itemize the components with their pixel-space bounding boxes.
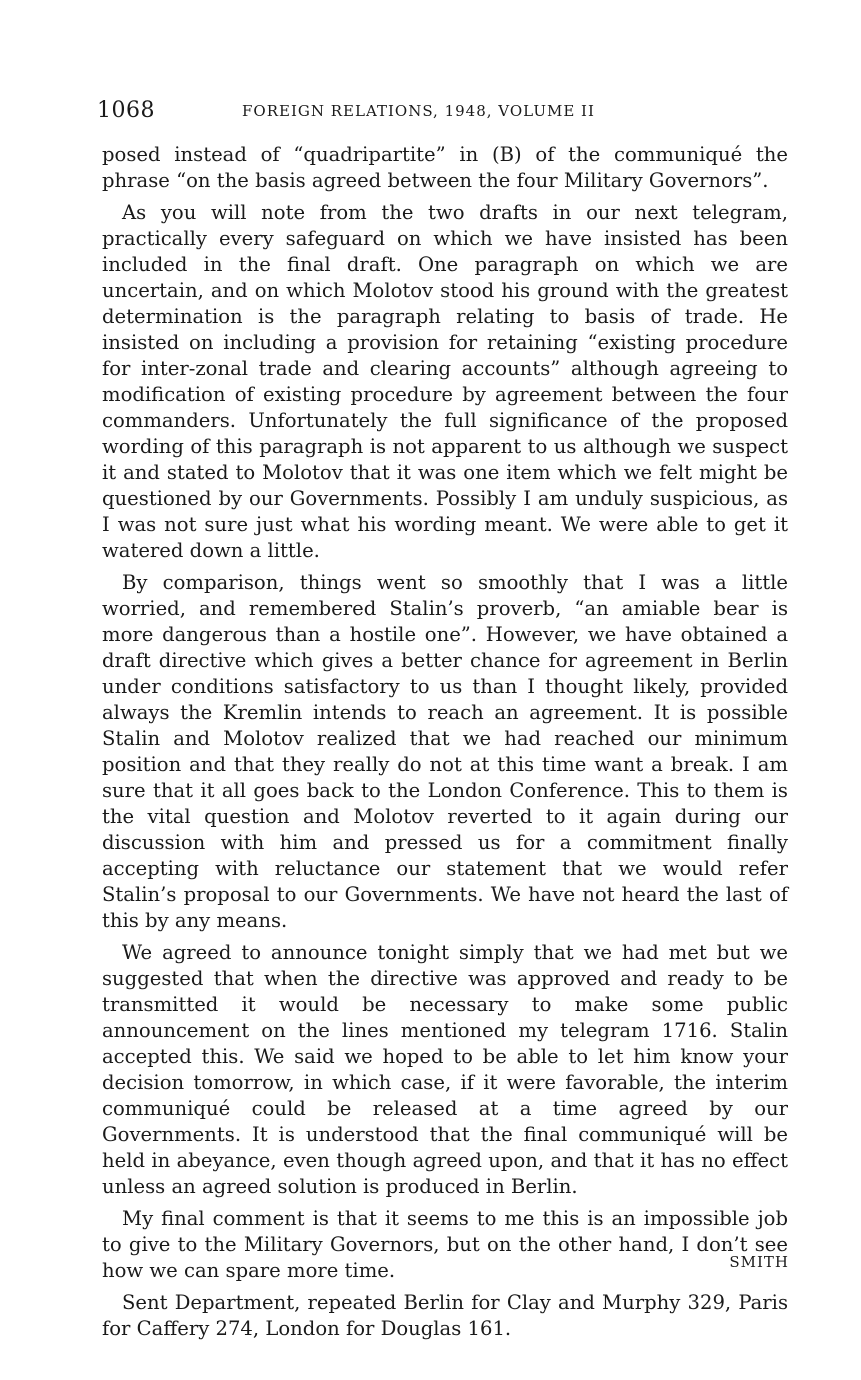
paragraph-announcement: We agreed to announce tonight simply that we had met but we suggested that when the directive was approved and ready to be transmitted it would be necessary to make some public announcement on the lines mentioned my telegram 1716. Stalin accepted this. We said we hoped to be able to let him know your decision tomorrow, in which case, if it were favorable, the interim communiqué could be released at a time agreed by our Governments. It is understood that the final communiqué will be held in abeyance, even though agreed upon, and that it has no effect unless an agreed solution is produced in Berlin. xyxy=(102,941,788,1198)
paragraph-continued: posed instead of “quadripartite” in (B) of the communiqué the phrase “on the basis agreed between the four Military Governors”. xyxy=(102,143,788,192)
paragraph-comparison: By comparison, things went so smoothly that I was a little worried, and remembered Stalin’s proverb, “an amiable bear is more dangerous than a hostile one”. However, we have obtained a draft directive which gives a better chance for agreement in Berlin under conditions satisfactory to us than I thought likely, provided always the Kremlin intends to reach an agreement. It is possible Stalin and Molotov realized that we had reached our minimum position and that they really do not at this time want a break. I am sure that it all goes back to the London Conference. This to them is the vital question and Molotov reverted to it again during our discussion with him and pressed us for a commitment finally accepting with reluctance our statement that we would refer Stalin’s proposal to our Governments. We have not heard the last of this by any means. xyxy=(102,571,788,932)
running-head: FOREIGN RELATIONS, 1948, VOLUME II xyxy=(242,102,595,120)
paragraph-distribution: Sent Department, repeated Berlin for Clay and Murphy 329, Paris for Caffery 274, London for Douglas 161. xyxy=(102,1291,788,1340)
paragraph-final-comment: My final comment is that it seems to me this is an impossible job to give to the Military Governors, but on the other hand, I don’t see how we can spare more time. xyxy=(102,1207,788,1282)
page-number: 1068 xyxy=(97,98,155,123)
signature: SMITH xyxy=(729,1253,789,1271)
document-body xyxy=(102,142,788,1348)
page-header xyxy=(97,98,797,128)
paragraph-drafts: As you will note from the two drafts in our next telegram, practically every safeguard on which we have insisted has been included in the final draft. One paragraph on which we are uncertain, and on which Molotov stood his ground with the greatest determination is the paragraph relating to basis of trade. He insisted on including a provision for retaining “existing procedure for inter-zonal trade and clearing accounts” although agreeing to modification of existing procedure by agreement between the four commanders. Unfortunately the full significance of the proposed wording of this paragraph is not apparent to us although we suspect it and stated to Molotov that it was one item which we felt might be questioned by our Governments. Possibly I am unduly suspicious, as I was not sure just what his wording meant. We were able to get it watered down a little. xyxy=(102,201,788,562)
